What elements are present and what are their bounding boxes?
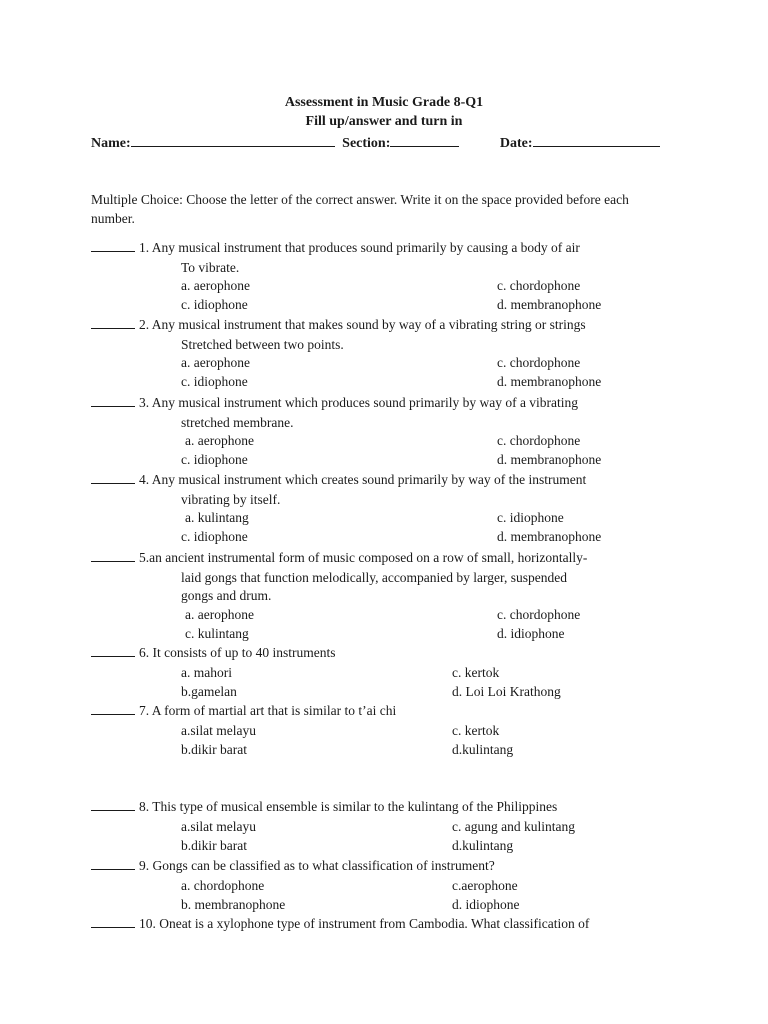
answer-blank[interactable] (91, 701, 135, 715)
answer-option: a.silat melayu (181, 818, 256, 834)
answer-option: c. chordophone (497, 606, 581, 622)
question-10 (91, 914, 589, 933)
answer-option: d.kulintang (452, 741, 514, 757)
question-2 (91, 315, 586, 334)
name-label: Name: (91, 136, 131, 151)
question-text: 8. This type of musical ensemble is similar to the kulintang of the Philippines (139, 799, 558, 814)
question-continuation: laid gongs that function melodically, accompanied by larger, suspended (181, 569, 567, 585)
question-text: 5.an ancient instrumental form of music composed on a row of small, horizontally- (139, 550, 588, 565)
name-blank[interactable] (131, 133, 335, 147)
answer-option: a. mahori (181, 664, 232, 680)
answer-option: c. chordophone (497, 355, 581, 370)
question-1 (91, 238, 580, 257)
answer-blank[interactable] (91, 643, 135, 657)
answer-option: c. idiophone (181, 374, 248, 389)
question-continuation: Stretched between two points. (181, 336, 344, 352)
answer-option: c. chordophone (497, 433, 581, 448)
answer-option: d. membranophone (497, 297, 602, 312)
question-6 (91, 643, 336, 662)
answer-option: a. aerophone (185, 433, 254, 448)
answer-option: d. idiophone (452, 896, 520, 912)
question-text: 3. Any musical instrument which produces sound primarily by way of a vibrating (139, 395, 579, 410)
answer-option: c. idiophone (181, 452, 248, 467)
answer-blank[interactable] (91, 470, 135, 484)
date-label: Date: (499, 136, 533, 151)
answer-option: c. kertok (452, 664, 500, 680)
section-label: Section: (342, 136, 391, 151)
question-3 (91, 393, 578, 412)
answer-blank[interactable] (91, 856, 135, 870)
answer-option: d. Loi Loi Krathong (452, 683, 561, 699)
answer-option: c. idiophone (181, 297, 248, 312)
answer-option: a. kulintang (185, 510, 249, 525)
question-text: 2. Any musical instrument that makes sound by way of a vibrating string or strings (139, 317, 586, 332)
answer-option: a. chordophone (181, 877, 265, 893)
answer-option: c.aerophone (452, 877, 518, 893)
answer-blank[interactable] (91, 797, 135, 811)
answer-blank[interactable] (91, 238, 135, 252)
question-text: 10. Oneat is a xylophone type of instrument from Cambodia. What classification of (139, 916, 590, 931)
answer-option: d.kulintang (452, 837, 514, 853)
answer-blank[interactable] (91, 914, 135, 928)
answer-option: a. aerophone (185, 606, 254, 622)
question-5 (91, 548, 587, 567)
answer-option: c. kertok (452, 722, 500, 738)
answer-option: a. aerophone (181, 355, 250, 370)
answer-blank[interactable] (91, 393, 135, 407)
answer-option: b.dikir barat (181, 741, 247, 757)
question-7 (91, 701, 396, 720)
answer-option: d. membranophone (497, 452, 602, 467)
student-info-line (91, 133, 660, 152)
answer-option: d. membranophone (497, 374, 602, 389)
answer-option: d. membranophone (497, 529, 602, 544)
question-8 (91, 797, 557, 816)
answer-option: b. membranophone (181, 896, 286, 912)
question-text: 1. Any musical instrument that produces sound primarily by causing a body of air (139, 240, 580, 255)
answer-blank[interactable] (91, 315, 135, 329)
answer-option: d. idiophone (497, 625, 565, 641)
question-continuation: vibrating by itself. (181, 491, 281, 507)
answer-option: b.dikir barat (181, 837, 247, 853)
answer-option: c. chordophone (497, 278, 581, 293)
instructions: Multiple Choice: Choose the letter of the correct answer. Write it on the space provided before each number. (91, 192, 629, 226)
question-continuation: To vibrate. (181, 259, 240, 275)
question-text: 7. A form of martial art that is similar to t’ai chi (139, 703, 397, 718)
question-continuation: gongs and drum. (181, 588, 272, 603)
section-blank[interactable] (390, 133, 459, 147)
question-text: 9. Gongs can be classified as to what classification of instrument? (139, 858, 495, 873)
answer-option: c. idiophone (497, 510, 564, 525)
question-text: 4. Any musical instrument which creates sound primarily by way of the instrument (139, 472, 587, 487)
answer-option: c. idiophone (181, 529, 248, 544)
page-title: Assessment in Music Grade 8-Q1 (284, 95, 484, 110)
question-9 (91, 856, 495, 875)
answer-option: c. agung and kulintang (452, 818, 575, 834)
date-blank[interactable] (533, 133, 660, 147)
question-4 (91, 470, 586, 489)
answer-option: b.gamelan (181, 683, 237, 699)
answer-option: c. kulintang (185, 625, 249, 641)
question-continuation: stretched membrane. (181, 414, 294, 430)
answer-blank[interactable] (91, 548, 135, 562)
answer-option: a. aerophone (181, 278, 250, 293)
answer-option: a.silat melayu (181, 722, 256, 738)
question-text: 6. It consists of up to 40 instruments (139, 645, 336, 660)
page-subtitle: Fill up/answer and turn in (305, 114, 463, 129)
